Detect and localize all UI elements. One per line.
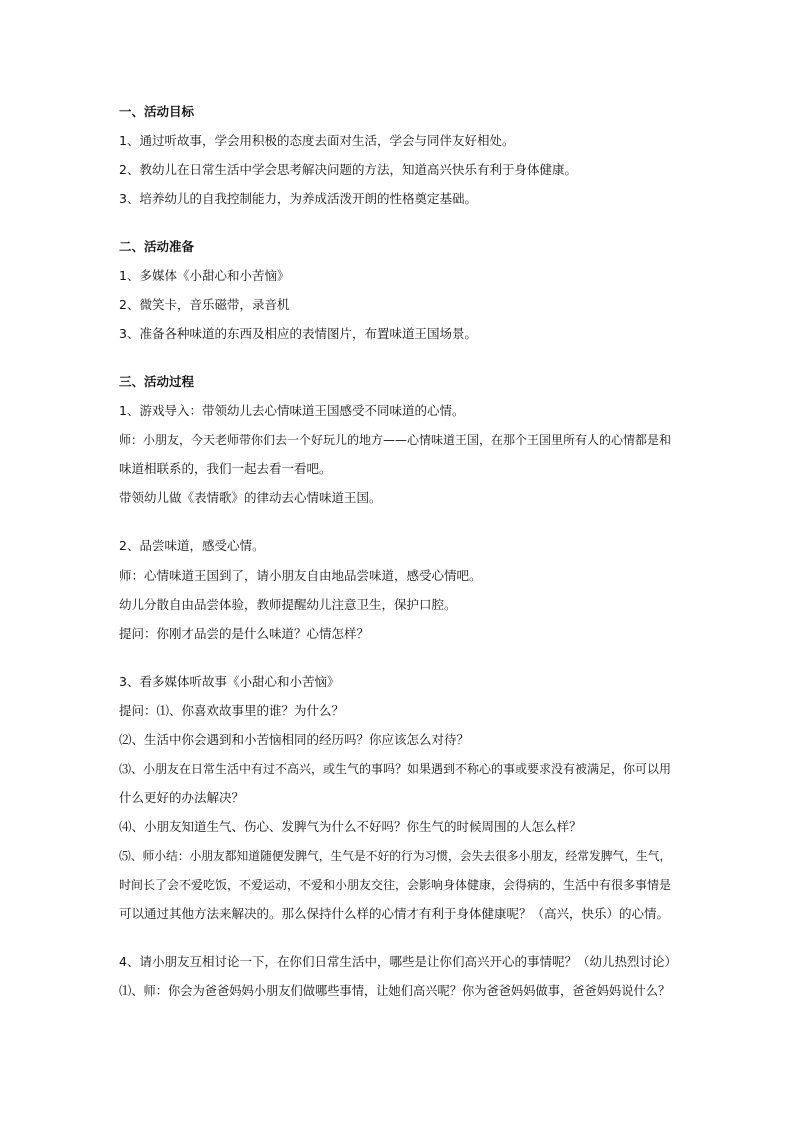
process-step3-line-6: ⑷、小朋友知道生气、伤心、发脾气为什么不好吗？你生气的时候周围的人怎么样？ (119, 819, 582, 834)
process-step4-line-1: 4、请小朋友互相讨论一下，在你们日常生活中，哪些是让你们高兴开心的事情呢？（幼儿热烈讨论） (119, 954, 677, 969)
preparation-item-1: 1、多媒体《小甜心和小苦恼》 (119, 268, 290, 283)
process-step3-line-2: 提问：⑴、你喜欢故事里的谁？为什么？ (119, 703, 345, 718)
process-step1-line-2: 师：小朋友，今天老师带你们去一个好玩儿的地方——心情味道王国，在那个王国里所有人的心情都是和 (119, 433, 672, 447)
preparation-item-2: 2、微笑卡，音乐磁带，录音机 (119, 297, 290, 312)
process-step3-line-5: 什么更好的办法解决？ (119, 790, 245, 805)
process-step3-line-3: ⑵、生活中你会遇到和小苦恼相同的经历吗？你应该怎么对待？ (119, 732, 470, 747)
process-step3-line-1: 3、看多媒体听故事《小甜心和小苦恼》 (119, 674, 340, 689)
section-heading-preparation: 二、活动准备 (119, 239, 195, 254)
goal-item-2: 2、教幼儿在日常生活中学会思考解决问题的方法，知道高兴快乐有利于身体健康。 (119, 162, 577, 177)
goal-item-3: 3、培养幼儿的自我控制能力，为养成活泼开朗的性格奠定基础。 (119, 191, 477, 206)
process-step3-line-9: 可以通过其他方法来解决的。那么保持什么样的心情才有利于身体健康呢？（高兴，快乐）的心情。 (119, 906, 670, 921)
section-heading-process: 三、活动过程 (119, 374, 195, 389)
process-step1-line-3: 味道相联系的，我们一起去看一看吧。 (119, 461, 332, 476)
goal-item-1: 1、通过听故事，学会用积极的态度去面对生活，学会与同伴友好相处。 (119, 133, 515, 148)
process-step2-line-2: 师：心情味道王国到了，请小朋友自由地品尝味道，感受心情吧。 (119, 568, 482, 583)
preparation-item-3: 3、准备各种味道的东西及相应的表情图片，布置味道王国场景。 (119, 326, 477, 341)
process-step3-line-8: 时间长了会不爱吃饭，不爱运动，不爱和小朋友交往，会影响身体健康，会得病的，生活中有很多事情是 (119, 878, 672, 892)
process-step2-line-3: 幼儿分散自由品尝体验，教师提醒幼儿注意卫生，保护口腔。 (119, 597, 457, 612)
process-step1-line-4: 带领幼儿做《表情歌》的律动去心情味道王国。 (119, 490, 382, 505)
process-step1-line-1: 1、游戏导入：带领幼儿去心情味道王国感受不同味道的心情。 (119, 403, 465, 418)
process-step2-line-4: 提问：你刚才品尝的是什么味道？心情怎样？ (119, 626, 370, 641)
process-step3-line-4: ⑶、小朋友在日常生活中有过不高兴，或生气的事吗？如果遇到不称心的事或要求没有被满足，你可以用 (119, 762, 672, 776)
process-step3-line-7: ⑸、师小结：小朋友都知道随便发脾气，生气是不好的行为习惯，会失去很多小朋友，经常发脾气，生气， (119, 849, 672, 863)
section-heading-goals: 一、活动目标 (119, 104, 195, 119)
process-step2-line-1: 2、品尝味道，感受心情。 (119, 538, 265, 553)
process-step4-line-2: ⑴、师：你会为爸爸妈妈小朋友们做哪些事情，让她们高兴呢？你为爸爸妈妈做事，爸爸妈妈说什么？ (119, 984, 671, 998)
